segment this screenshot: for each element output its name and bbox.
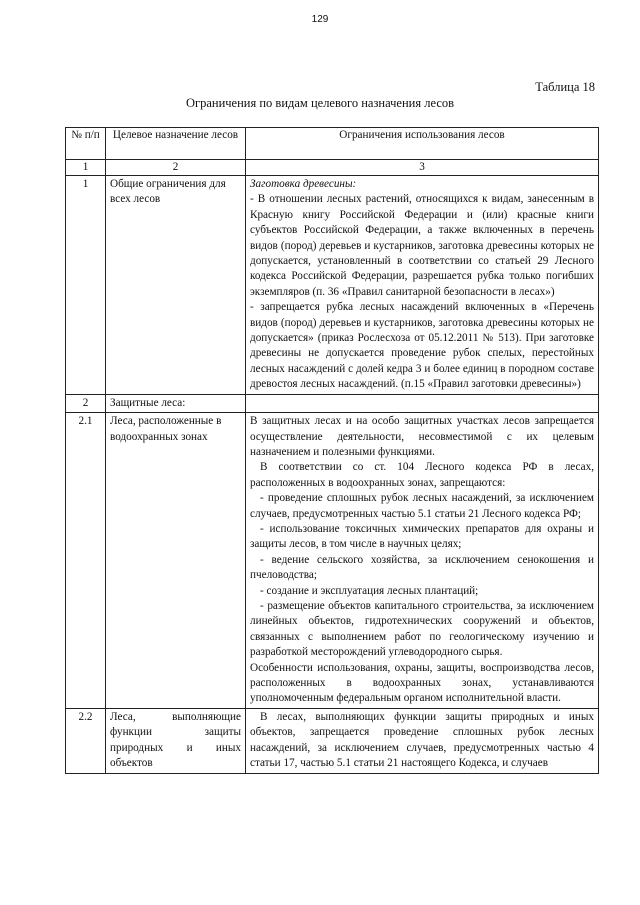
row-number: 2 xyxy=(66,394,106,412)
row-purpose: Защитные леса: xyxy=(106,394,246,412)
restriction-paragraph: В соответствии со ст. 104 Лесного кодекса РФ в лесах, расположенных в водоохранных зонах, запрещаются: xyxy=(250,461,594,489)
column-number: 2 xyxy=(106,160,246,176)
row-number: 1 xyxy=(66,176,106,395)
row-purpose: Леса, расположенные в водоохранных зонах xyxy=(106,413,246,709)
restriction-paragraph: - использование токсичных химических препаратов для охраны и защиты лесов, в том числе в научных целях; xyxy=(250,522,594,551)
row-number: 2.1 xyxy=(66,413,106,709)
row-restrictions xyxy=(246,708,599,773)
table-label: Таблица 18 xyxy=(535,80,595,94)
restriction-paragraph: - ведение сельского хозяйства, за исключением сенокошения и пчеловодства; xyxy=(250,553,594,582)
table-row xyxy=(66,394,599,412)
table-caption: Ограничения по видам целевого назначения лесов xyxy=(185,96,455,110)
restriction-heading: Заготовка древесины: xyxy=(250,178,357,190)
restriction-paragraph: - создание и эксплуатация лесных плантаций; xyxy=(260,584,479,597)
restrictions-table xyxy=(65,127,599,774)
header-purpose: Целевое назначение лесов xyxy=(106,128,246,160)
row-number: 2.2 xyxy=(66,708,106,773)
header-restrictions: Ограничения использования лесов xyxy=(246,128,599,160)
column-numbers-row xyxy=(66,160,599,176)
restriction-paragraph: В лесах, выполняющих функции защиты природных и иных объектов, запрещается проведение сплошных рубок лесных насаждений, за исключением случаев, предусмотренных частью 4 статьи 17, частью 5.1 статьи 21 настоящего Кодекса, и случаев xyxy=(250,710,594,770)
row-restrictions xyxy=(246,394,599,412)
row-restrictions xyxy=(246,413,599,709)
restriction-paragraph: Особенности использования, охраны, защиты, воспроизводства лесов, расположенных в водоохранных зонах, устанавливаются уполномоченным федеральным органом исполнительной власти. xyxy=(250,661,594,705)
column-number: 1 xyxy=(66,160,106,176)
restriction-paragraph: - размещение объектов капитального строительства, за исключением линейных объектов, гидротехнических сооружений и объектов, связанных с выполнением работ по геологическому изучению и разработкой месторождений углеводородного сырья. xyxy=(250,599,594,659)
table-row xyxy=(66,708,599,773)
restriction-paragraph: - проведение сплошных рубок лесных насаждений, за исключением случаев, предусмотренных частью 5.1 статьи 21 Лесного кодекса РФ; xyxy=(250,492,594,520)
table-row xyxy=(66,413,599,709)
row-restrictions xyxy=(246,176,599,395)
restriction-paragraph: - запрещается рубка лесных насаждений включенных в «Перечень видов (пород) деревьев и кустарников, заготовка древесины которых не допускается» (приказ Рослесхоза от 05.12.2011 № 513). При заготовке древесины не допускается проведение рубок спелых, перестойных лесных насаждений с долей кедра 3 и более единиц в породном составе древостоя лесных насаждений. (п.15 «Правил заготовки древесины») xyxy=(250,301,594,391)
restriction-paragraph: В защитных лесах и на особо защитных участках лесов запрещается осуществление деятельности, несовместимой с их целевым назначением и полезными функциями. xyxy=(250,415,594,458)
restriction-paragraph: - В отношении лесных растений, относящихся к видам, занесенным в Красную книгу Российской Федерации и (или) красные книги субъектов Российской Федерации, а также включенных в перечень видов (пород) деревьев и кустарников, заготовка древесины которых не допускается, установленный в соответствии со статьей 29 Лесного кодекса Российской Федерации, разрешается рубка только погибших экземпляров (п. 36 «Правил санитарной безопасности в лесах») xyxy=(250,193,594,298)
table-header-row xyxy=(66,128,599,160)
row-purpose: Общие ограничения для всех лесов xyxy=(106,176,246,395)
page-number: 129 xyxy=(311,14,329,25)
column-number: 3 xyxy=(246,160,599,176)
header-number: № п/п xyxy=(66,128,106,160)
row-purpose: Леса, выполняющие функции защиты природных и иных объектов xyxy=(106,708,246,773)
table-row xyxy=(66,176,599,395)
